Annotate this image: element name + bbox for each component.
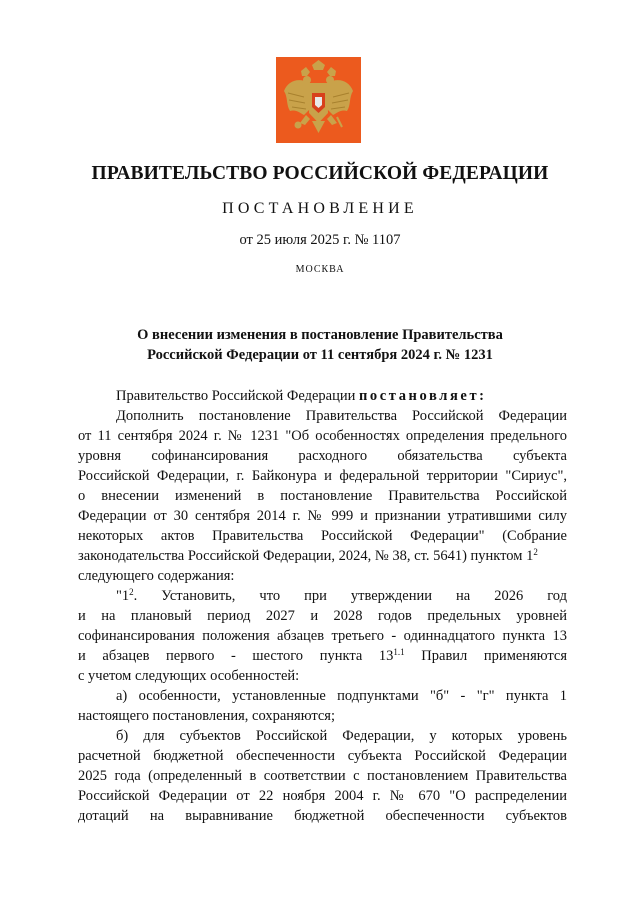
paragraph-line: расчетной бюджетной обеспеченности субъекта Российской Федерации (78, 748, 567, 764)
subparagraph-b (78, 726, 567, 826)
paragraph-line: уровня софинансирования расходного обязательства субъекта (78, 448, 567, 464)
issuing-city: МОСКВА (295, 264, 345, 275)
paragraph-line-text: Правил применяются (404, 648, 567, 664)
paragraph-line: б) для субъектов Российской Федерации, у которых уровень (116, 728, 567, 744)
paragraph-line: софинансирования положения абзацев третьего - одиннадцатого пункта 13 (78, 628, 567, 644)
paragraph-line: дотаций на выравнивание бюджетной обеспеченности субъектов (78, 808, 567, 824)
superscript: 2 (129, 587, 134, 597)
subject-line-1: О внесении изменения в постановление Правительства (137, 327, 503, 343)
state-emblem (276, 57, 361, 143)
paragraph-line: Федерации от 30 сентября 2014 г. № 999 и признании утратившими силу (78, 508, 567, 524)
government-title: ПРАВИТЕЛЬСТВО РОССИЙСКОЙ ФЕДЕРАЦИИ (91, 163, 549, 184)
paragraph-line: и на плановый период 2027 и 2028 годов предельных уровней (78, 608, 567, 624)
paragraph-line: с учетом следующих особенностей: (78, 668, 300, 684)
paragraph-line: Дополнить постановление Правительства Российской Федерации (116, 408, 567, 424)
paragraph-line: следующего содержания: (78, 568, 235, 584)
document-date-number: от 25 июля 2025 г. № 1107 (239, 232, 401, 248)
paragraph-line: Российской Федерации, г. Байконура и федеральной территории "Сириус", (78, 468, 567, 484)
paragraph-line: а) особенности, установленные подпунктами "б" - "г" пункта 1 (116, 688, 567, 704)
coat-of-arms-icon (276, 57, 361, 143)
subparagraph-a (78, 686, 567, 726)
document-subject (80, 325, 560, 365)
paragraph-line: 2025 года (определенный в соответствии с постановлением Правительства (78, 768, 567, 784)
decree-verb: постановляет: (358, 388, 487, 404)
document-body (78, 386, 567, 826)
decree-intro: Правительство Российской Федерации (116, 388, 356, 404)
superscript: 1.1 (393, 647, 405, 657)
paragraph-line: настоящего постановления, сохраняются; (78, 708, 335, 724)
decree-intro-paragraph (78, 386, 567, 406)
quote-open: "1 (116, 588, 130, 604)
subject-line-2: Российской Федерации от 11 сентября 2024 г. № 1231 (147, 347, 493, 363)
paragraph-line: Российской Федерации от 22 ноября 2004 г. № 670 "О распределении (78, 788, 567, 804)
paragraph-point-1-2 (78, 586, 567, 686)
document-type: ПОСТАНОВЛЕНИЕ (222, 200, 418, 217)
paragraph-line (78, 586, 567, 606)
paragraph-line: некоторых актов Правительства Российской Федерации" (Собрание (78, 528, 567, 544)
paragraph-line (78, 546, 567, 566)
paragraph-line (78, 646, 567, 666)
superscript: 2 (533, 547, 538, 557)
paragraph-line-text: . Установить, что при утверждении на 2026 год (133, 588, 567, 604)
paragraph-line-text: законодательства Российской Федерации, 2024, № 38, ст. 5641) пунктом 1 (78, 548, 534, 564)
paragraph-amendment (78, 406, 567, 586)
paragraph-line-text: и абзацев первого - шестого пункта 13 (78, 648, 394, 664)
paragraph-line: от 11 сентября 2024 г. № 1231 "Об особенностях определения предельного (78, 428, 567, 444)
paragraph-line: о внесении изменений в постановление Правительства Российской (78, 488, 567, 504)
